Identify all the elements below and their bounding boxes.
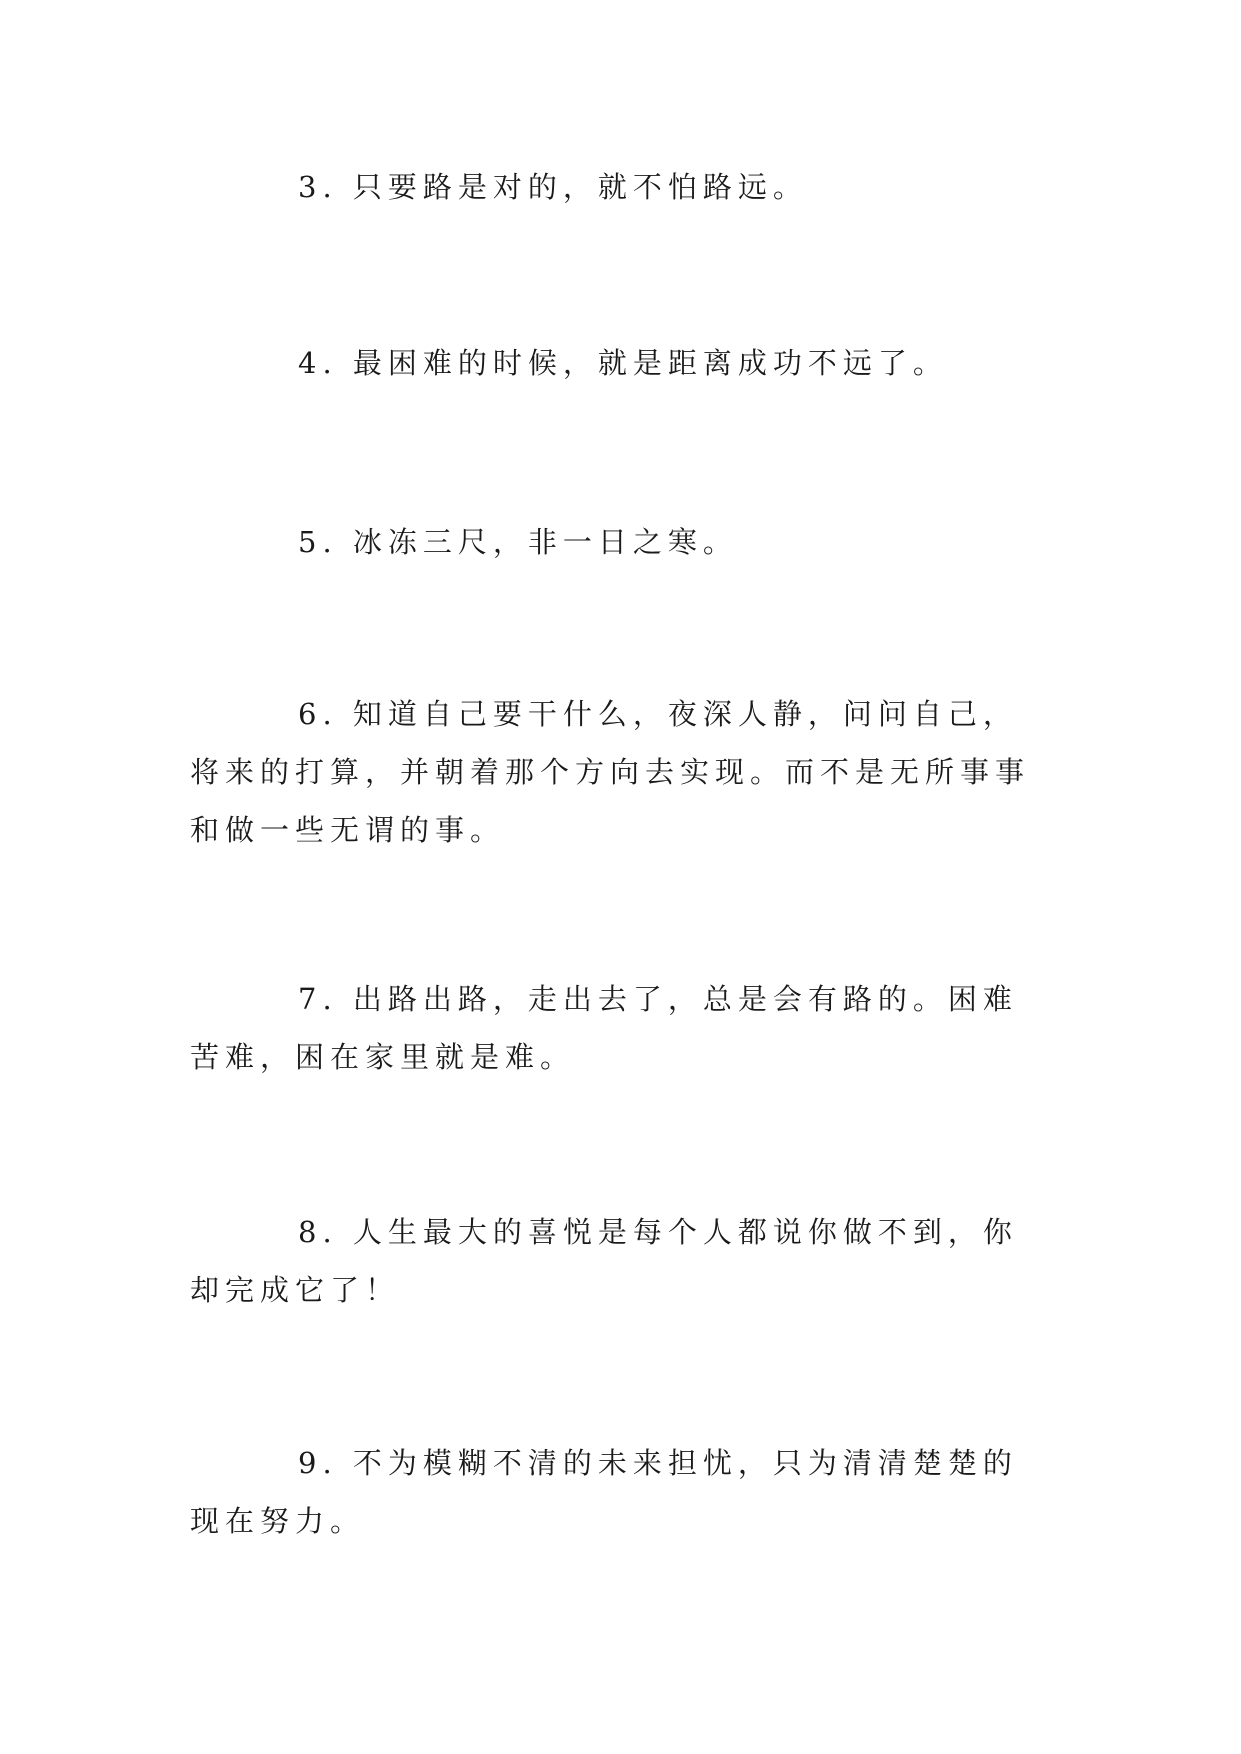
paragraph-5: 5. 冰冻三尺，非一日之寒。 bbox=[298, 525, 738, 559]
paragraph-9: 9. 不为模糊不清的未来担忧，只为清清楚楚的现在努力。 bbox=[190, 1446, 1018, 1538]
paragraph-7: 7. 出路出路，走出去了，总是会有路的。困难苦难，困在家里就是难。 bbox=[190, 982, 1018, 1074]
paragraph-8: 8. 人生最大的喜悦是每个人都说你做不到，你却完成它了！ bbox=[190, 1215, 1018, 1307]
paragraph-4: 4. 最困难的时候，就是距离成功不远了。 bbox=[298, 346, 948, 380]
paragraph-6: 6. 知道自己要干什么，夜深人静，问问自己，将来的打算，并朝着那个方向去实现。而不是无所事事和做一些无谓的事。 bbox=[190, 697, 1031, 847]
paragraph-3: 3. 只要路是对的，就不怕路远。 bbox=[298, 170, 808, 204]
